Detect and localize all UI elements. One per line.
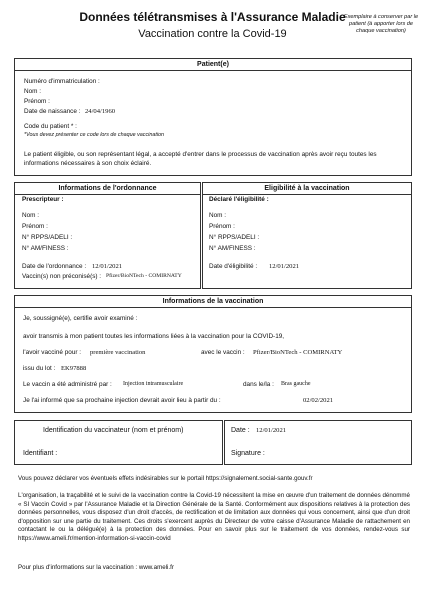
admin-value: Injection intramusculaire <box>123 381 184 387</box>
declare-label: Déclaré l'éligibilité : <box>209 196 269 203</box>
document-subtitle: Vaccination contre la Covid-19 <box>138 28 287 40</box>
date-signature-section <box>224 420 412 465</box>
site-value: Bras gauche <box>281 381 311 387</box>
vaccination-section <box>14 295 412 413</box>
site-label: dans le/la : <box>243 381 274 388</box>
vaccination-heading: Informations de la vaccination <box>15 296 411 308</box>
ord-rpps-label: N° RPPS/ADELI : <box>22 234 73 241</box>
plus-info-text: Pour plus d'informations sur la vaccination : www.ameli.fr <box>18 564 174 571</box>
patient-nom-label: Nom : <box>24 88 42 95</box>
immat-label: Numéro d'immatriculation : <box>24 78 100 85</box>
rgpd-text: L'organisation, la traçabilité et le suivi de la vaccination contre la Covid-19 nécessitent la mise en œuvre d'un traitement de données dénommé « SI Vaccin Covid » par l'Assurance Maladie et la Direction Générale de la Santé. Conformément aux dispositions relatives à la protection des données personnelles, vous disposez d'un droit d'accès, de rectification et de limitation aux données qui vous concernent, ainsi que d'un droit d'opposition sur une partie du traitement. Ces droits s'exercent auprès du Directeur de votre caisse d'Assurance Maladie de rattachement en contactant le ou la délégué(e) à la protection des données. Pour en savoir plus sur le traitement de vos données, rendez-vous sur https://www.ameli.fr/mention-information-si-vaccin-covid <box>18 492 410 542</box>
dob-label: Date de naissance : <box>24 108 81 115</box>
identifiant-label: Identifiant : <box>23 450 58 457</box>
certify-text: Je, soussigné(e), certifie avoir examiné : <box>23 315 138 322</box>
elig-rpps-label: N° RPPS/ADELI : <box>209 234 260 241</box>
vaccine-value: première vaccination <box>90 349 146 356</box>
ordonnance-section <box>14 182 201 289</box>
ord-vaccins-label: Vaccin(s) non préconisé(s) : <box>22 273 102 280</box>
elig-nom-label: Nom : <box>209 212 227 219</box>
prescripteur-label: Prescripteur : <box>22 196 64 203</box>
lot-value: EK97888 <box>61 365 87 372</box>
elig-date-label: Date d'éligibilité : <box>209 263 258 270</box>
vacc-date-value: 12/01/2021 <box>256 427 287 434</box>
patient-heading: Patient(e) <box>15 59 411 71</box>
signature-label: Signature : <box>231 450 265 457</box>
vaccine-label: l'avoir vacciné pour : <box>23 349 82 356</box>
dob-value: 24/04/1960 <box>85 108 116 115</box>
eligibilite-heading: Eligibilité à la vaccination <box>203 183 411 195</box>
document-title: Données télétransmises à l'Assurance Maladie <box>79 10 346 24</box>
patient-section <box>14 58 412 176</box>
patient-code-note: *Vous devez présenter ce code lors de chaque vaccination <box>24 132 165 138</box>
eligibilite-section <box>202 182 412 289</box>
with-vaccine-label: avec le vaccin : <box>201 349 245 356</box>
lot-label: issu du lot : <box>23 365 56 372</box>
transmis-text: avoir transmis à mon patient toutes les informations liées à la vaccination pour la COVID-19, <box>23 333 285 340</box>
effets-indesirables-text: Vous pouvez déclarer vos éventuels effets indésirables sur le portail https://signalement.social-sante.gouv.fr <box>18 475 313 482</box>
ord-vaccins-value: Pfizer/BioNTech - COMIRNATY <box>106 273 182 279</box>
vacc-date-label: Date : <box>231 427 250 434</box>
elig-finess-label: N° AM/FINESS : <box>209 245 256 252</box>
next-injection-label: Je l'ai informé que sa prochaine injection devrait avoir lieu à partir du : <box>23 397 221 404</box>
elig-date-value: 12/01/2021 <box>269 263 300 270</box>
elig-prenom-label: Prénom : <box>209 223 235 230</box>
next-injection-value: 02/02/2021 <box>303 397 334 404</box>
ordonnance-heading: Informations de l'ordonnance <box>15 183 200 195</box>
copy-note: Exemplaire à conserver par le patient (à apporter lors de chaque vaccination) <box>343 14 419 35</box>
ord-date-label: Date de l'ordonnance : <box>22 263 87 270</box>
with-vaccine-value: Pfizer/BioNTech - COMIRNATY <box>253 349 343 356</box>
ord-finess-label: N° AM/FINESS : <box>22 245 69 252</box>
patient-prenom-label: Prénom : <box>24 98 50 105</box>
ord-prenom-label: Prénom : <box>22 223 48 230</box>
patient-code-label: Code du patient * : <box>24 123 77 130</box>
vaccinateur-heading: Identification du vaccinateur (nom et prénom) <box>43 427 184 434</box>
ord-date-value: 12/01/2021 <box>92 263 123 270</box>
vaccinateur-section <box>14 420 223 465</box>
admin-label: Le vaccin a été administré par : <box>23 381 112 388</box>
consent-text: Le patient éligible, ou son représentant légal, a accepté d'entrer dans le processus de vaccination après avoir reçu toutes les informations nécessaires à son choix éclairé. <box>24 151 377 167</box>
ord-nom-label: Nom : <box>22 212 40 219</box>
